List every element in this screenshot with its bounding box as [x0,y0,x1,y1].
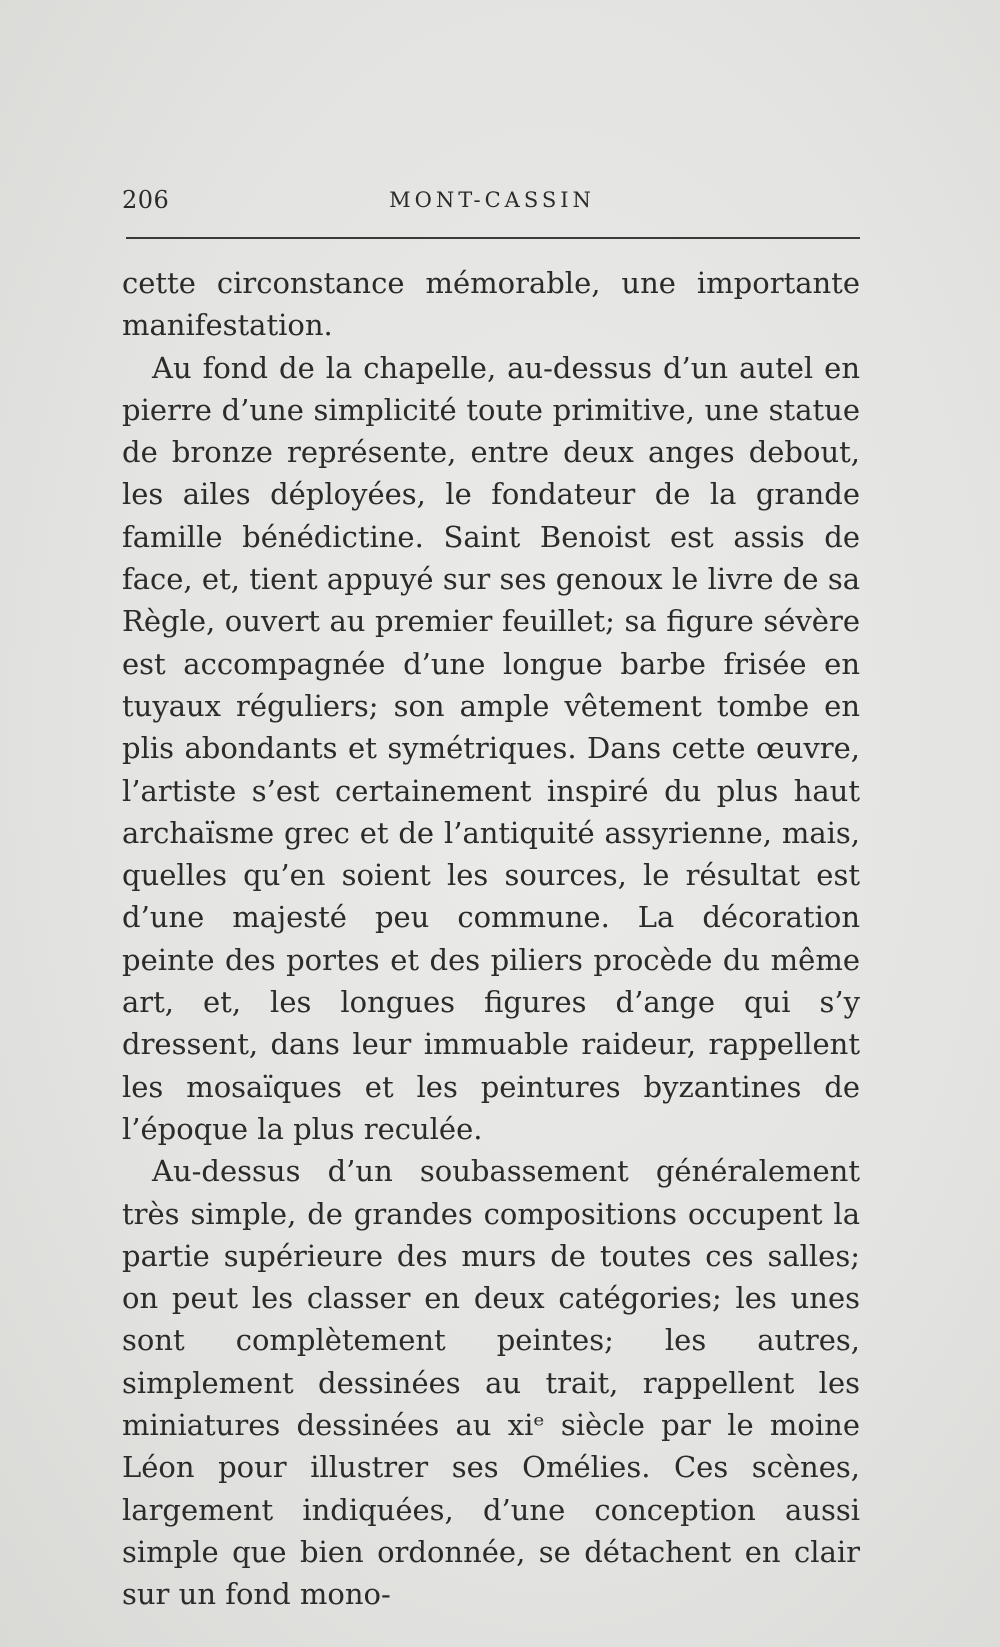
page-number: 206 [122,186,170,214]
running-title: MONT-CASSIN [389,188,595,212]
paragraph: cette circonstance mémorable, une importante manifestation. [122,266,860,343]
header-rule [126,237,860,239]
body-text [122,262,860,1616]
page-header [122,186,862,216]
paragraph: Au-dessus d’un soubassement généralement très simple, de grandes compositions occupent la partie supérieure des murs de toutes ces salles; on peut les classer en deux catégories; les unes sont complètement peintes; les autres, simplement dessinées au trait, rappellent les miniatures dessinées au xiᵉ siècle par le moine Léon pour illustrer ses Omélies. Ces scènes, largement indiquées, d’une conception aussi simple que bien ordonnée, se détachent en clair sur un fond mono- [122,1154,860,1612]
paragraph: Au fond de la chapelle, au-dessus d’un autel en pierre d’une simplicité toute primitive, une statue de bronze représente, entre deux anges debout, les ailes déployées, le fondateur de la grande famille bénédictine. Saint Benoist est assis de face, et, tient appuyé sur ses genoux le livre de sa Règle, ouvert au premier feuillet; sa figure sévère est accompagnée d’une longue barbe frisée en tuyaux réguliers; son ample vêtement tombe en plis abondants et symétriques. Dans cette œuvre, l’artiste s’est certainement inspiré du plus haut archaïsme grec et de l’antiquité assyrienne, mais, quelles qu’en soient les sources, le résultat est d’une majesté peu commune. La décoration peinte des portes et des piliers procède du même art, et, les longues figures d’ange qui s’y dressent, dans leur immuable raideur, rappellent les mosaïques et les peintures byzantines de l’époque la plus reculée. [122,350,860,1146]
